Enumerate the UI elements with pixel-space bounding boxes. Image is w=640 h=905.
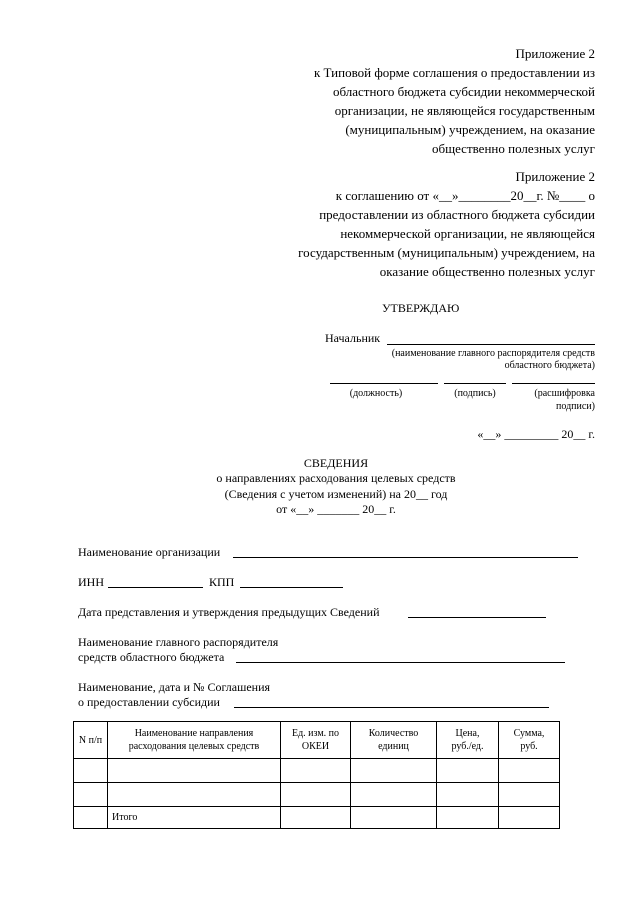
table-row bbox=[74, 759, 560, 783]
col-header-quantity: Количество единиц bbox=[351, 722, 437, 759]
chief-name-line[interactable] bbox=[387, 344, 595, 345]
grbs-label: Наименование главного распорядителя bbox=[78, 635, 279, 649]
document-subtitle: (Сведения с учетом изменений) на 20__ год bbox=[224, 487, 448, 501]
table-cell[interactable] bbox=[74, 783, 108, 807]
table-cell[interactable] bbox=[351, 783, 437, 807]
table-cell[interactable] bbox=[499, 759, 560, 783]
document-subtitle: о направлениях расходования целевых средств bbox=[216, 471, 456, 485]
org-name-line[interactable] bbox=[233, 557, 578, 558]
col-header-unit: Ед. изм. по ОКЕИ bbox=[281, 722, 351, 759]
table-header-row bbox=[74, 722, 560, 759]
table-cell[interactable] bbox=[437, 807, 499, 829]
approval-date: «__» _________ 20__ г. bbox=[477, 427, 595, 441]
total-label: Итого bbox=[108, 807, 281, 829]
appendix-line: общественно полезных услуг bbox=[431, 141, 595, 156]
grbs-line[interactable] bbox=[236, 662, 565, 663]
table-cell[interactable] bbox=[108, 759, 281, 783]
agreement-label: Наименование, дата и № Соглашения bbox=[78, 680, 271, 694]
date-prev-line[interactable] bbox=[408, 617, 546, 618]
chief-caption: (наименование главного распорядителя средств bbox=[391, 348, 595, 359]
grbs-label: средств областного бюджета bbox=[78, 650, 225, 664]
decode-caption: (расшифровка bbox=[534, 388, 595, 399]
agreement-line: оказание общественно полезных услуг bbox=[379, 264, 595, 279]
position-caption: (должность) bbox=[349, 388, 403, 399]
appendix-title-1: Приложение 2 bbox=[515, 46, 595, 61]
table-cell[interactable] bbox=[437, 783, 499, 807]
chief-label: Начальник bbox=[325, 331, 381, 345]
agreement-line: государственным (муниципальным) учреждением, на bbox=[298, 245, 595, 260]
table-cell[interactable] bbox=[499, 807, 560, 829]
col-header-direction: Наименование направления расходования целевых средств bbox=[108, 722, 281, 759]
inn-label: ИНН bbox=[78, 575, 104, 589]
appendix-line: областного бюджета субсидии некоммерческой bbox=[332, 84, 595, 99]
kpp-label: КПП bbox=[209, 575, 235, 589]
table-cell[interactable] bbox=[74, 807, 108, 829]
position-line[interactable] bbox=[330, 383, 438, 384]
inn-line[interactable] bbox=[108, 587, 203, 588]
table-row bbox=[74, 783, 560, 807]
signature-caption: (подпись) bbox=[454, 388, 496, 399]
chief-caption: областного бюджета) bbox=[504, 360, 595, 371]
table-cell[interactable] bbox=[437, 759, 499, 783]
decode-caption: подписи) bbox=[556, 401, 595, 412]
approval-title: УТВЕРЖДАЮ bbox=[382, 301, 460, 315]
agreement-line: предоставлении из областного бюджета субсидии bbox=[319, 207, 595, 222]
appendix-line: к Типовой форме соглашения о предоставлении из bbox=[313, 65, 595, 80]
col-header-sum: Сумма, руб. bbox=[499, 722, 560, 759]
appendix-line: организации, не являющейся государственным bbox=[334, 103, 595, 118]
agreement-line: к соглашению от «__»________20__г. №____ о bbox=[335, 188, 595, 203]
agreement-line: некоммерческой организации, не являющейся bbox=[340, 226, 595, 241]
table-cell[interactable] bbox=[351, 807, 437, 829]
agreement-line-input[interactable] bbox=[234, 707, 549, 708]
expenditure-table bbox=[73, 721, 560, 829]
table-total-row bbox=[74, 807, 560, 829]
table-cell[interactable] bbox=[74, 759, 108, 783]
table-cell[interactable] bbox=[281, 783, 351, 807]
appendix-title-2: Приложение 2 bbox=[515, 169, 595, 184]
col-header-number: N п/п bbox=[74, 722, 108, 759]
table-cell[interactable] bbox=[499, 783, 560, 807]
date-prev-label: Дата представления и утверждения предыдущих Сведений bbox=[78, 605, 380, 619]
table-cell[interactable] bbox=[108, 783, 281, 807]
kpp-line[interactable] bbox=[240, 587, 343, 588]
signature-line[interactable] bbox=[444, 383, 506, 384]
table-cell[interactable] bbox=[281, 807, 351, 829]
org-name-label: Наименование организации bbox=[78, 545, 221, 559]
decode-line[interactable] bbox=[512, 383, 595, 384]
appendix-line: (муниципальным) учреждением, на оказание bbox=[345, 122, 595, 137]
table-cell[interactable] bbox=[351, 759, 437, 783]
agreement-label: о предоставлении субсидии bbox=[78, 695, 220, 709]
col-header-price: Цена, руб./ед. bbox=[437, 722, 499, 759]
document-title: СВЕДЕНИЯ bbox=[303, 456, 369, 470]
document-date: от «__» _______ 20__ г. bbox=[276, 502, 396, 516]
table-cell[interactable] bbox=[281, 759, 351, 783]
